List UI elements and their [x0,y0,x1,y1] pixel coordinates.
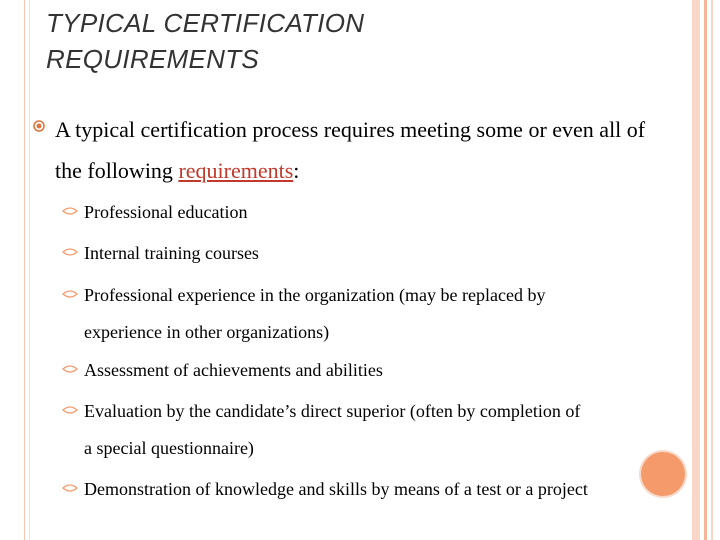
right-decorative-border [682,0,720,540]
slide-title [46,5,364,77]
list-item [84,473,674,505]
sub-bullet-icon [62,405,78,415]
item-text: Internal training courses [84,243,259,263]
item-text: Professional experience in the organization (may be replaced by [84,285,546,305]
requirements-link[interactable]: requirements [178,158,294,183]
intro-text: A typical certification process requires meeting some or even all of the following [55,117,646,183]
sub-bullet-icon [62,483,78,493]
item-text: Assessment of achievements and abilities [84,360,383,380]
list-item [84,237,674,269]
sub-bullet-icon [62,289,78,299]
list-item [84,354,674,386]
intro-bullet [55,109,665,191]
list-item [84,395,674,464]
sub-bullet-icon [62,206,78,216]
item-text-cont: a special questionnaire) [84,438,254,458]
list-item [84,279,674,348]
left-rule [24,0,25,540]
bullet-icon [33,120,45,132]
left-rule-inner [29,0,30,540]
title-line-2: REQUIREMENTS [46,44,260,74]
item-text: Demonstration of knowledge and skills by means of a test or a project [84,479,588,499]
sub-bullet-icon [62,364,78,374]
sub-bullet-icon [62,247,78,257]
intro-colon: : [293,158,300,183]
title-line-1: TYPICAL CERTIFICATION [46,8,365,38]
item-text: Evaluation by the candidate’s direct superior (often by completion of [84,401,581,421]
item-text-cont: experience in other organizations) [84,322,330,342]
item-text: Professional education [84,202,248,222]
list-item [84,196,674,228]
